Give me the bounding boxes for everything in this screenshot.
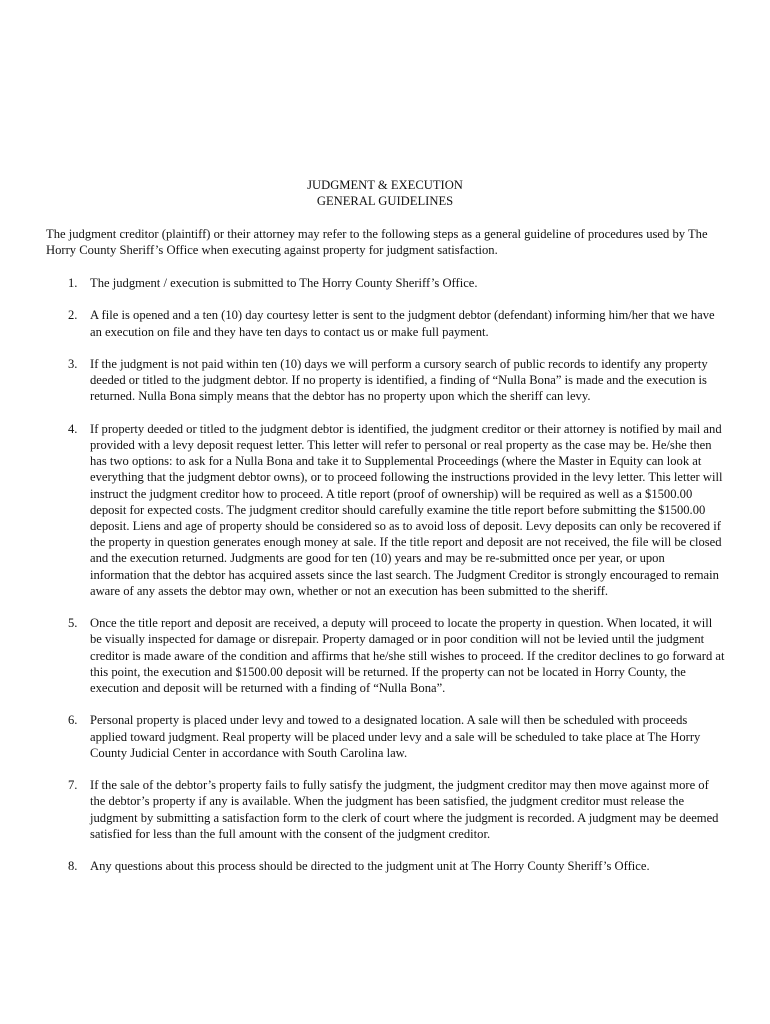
step-item-4 bbox=[46, 421, 726, 599]
step-number: 2. bbox=[68, 308, 78, 323]
step-text: Once the title report and deposit are received, a deputy will proceed to locate the property in question. When located, it will be visually inspected for damage or disrepair. Property damaged or in poor condition will not be levied until the judgment creditor is made aware of the condition and affirms that he/she still wishes to proceed. If the creditor declines to go forward at this point, the execution and $1500.00 deposit will be returned. If the property can not be located in Horry County, the execution and deposit will be returned with a finding of “Nulla Bona”. bbox=[90, 616, 725, 696]
step-item-3 bbox=[46, 356, 726, 405]
step-number: 1. bbox=[68, 276, 78, 290]
step-number: 4. bbox=[68, 421, 78, 436]
step-text: If the sale of the debtor’s property fails to fully satisfy the judgment, the judgment creditor may then move against more of the debtor’s property if any is available. When the judgment has been satisfied, the judgment creditor must release the judgment by submitting a satisfaction form to the clerk of court where the judgment is recorded. A judgment may be deemed satisfied for less than the full amount with the consent of the judgment creditor. bbox=[90, 778, 719, 841]
step-text: If property deeded or titled to the judgment debtor is identified, the judgment creditor or their attorney is notified by mail and provided with a levy deposit request letter. This letter will refer to personal or real property as the case may be. He/she then has two options: to ask for a Nulla Bona and take it to Supplemental Proceedings (where the Master in Equity can look at everything that the judgment debtor owns), or to proceed following the instructions provided in the levy letter. This letter will instruct the judgment creditor how to proceed. A title report (proof of ownership) will be required as well as a $1500.00 deposit for expected costs. The judgment creditor should carefully examine the title report before submitting the $1500.00 deposit. Liens and age of property should be considered so as to avoid loss of deposit. Levy deposits can only be recovered if the property in question generates enough money at sale. If the title report and deposit are not received, the file will be closed and the execution returned. Judgments are good for ten (10) years and may be re-submitted once per year, or upon information that the debtor has acquired assets since the last search. The Judgment Creditor is strongly encouraged to remain aware of any assets the debtor may own, whether or not an execution has been submitted to the sheriff. bbox=[90, 421, 723, 598]
document-title bbox=[0, 177, 770, 209]
intro-paragraph: The judgment creditor (plaintiff) or their attorney may refer to the following steps as a general guideline of procedures used by The Horry County Sheriff’s Office when executing against property for judgment satisfaction. bbox=[46, 227, 708, 258]
step-text: Personal property is placed under levy and towed to a designated location. A sale will then be scheduled with proceeds applied toward judgment. Real property will be placed under levy and a sale will be scheduled to take place at The Horry County Judicial Center in accordance with South Carolina law. bbox=[90, 713, 701, 760]
step-item-1 bbox=[46, 275, 726, 291]
step-item-2 bbox=[46, 307, 726, 339]
steps-list bbox=[46, 275, 726, 891]
step-number: 5. bbox=[68, 616, 78, 631]
step-text: If the judgment is not paid within ten (10) days we will perform a cursory search of public records to identify any property deeded or titled to the judgment debtor. If no property is identified, a finding of “Nulla Bona” is made and the execution is returned. Nulla Bona simply means that the debtor has no property upon which the sheriff can levy. bbox=[90, 356, 708, 404]
title-line-2: GENERAL GUIDELINES bbox=[316, 194, 454, 209]
step-number: 3. bbox=[68, 356, 78, 371]
step-item-6 bbox=[46, 712, 726, 761]
step-text: Any questions about this process should be directed to the judgment unit at The Horry County Sheriff’s Office. bbox=[90, 859, 650, 874]
step-item-8 bbox=[46, 858, 726, 874]
step-text: A file is opened and a ten (10) day courtesy letter is sent to the judgment debtor (defendant) informing him/her that we have an execution on file and they have ten days to contact us or make full payment. bbox=[90, 308, 715, 339]
step-text: The judgment / execution is submitted to The Horry County Sheriff’s Office. bbox=[90, 276, 478, 290]
step-item-5 bbox=[46, 615, 726, 696]
title-line-1: JUDGMENT & EXECUTION bbox=[307, 178, 463, 192]
step-number: 8. bbox=[68, 859, 78, 874]
step-item-7 bbox=[46, 777, 726, 842]
step-number: 6. bbox=[68, 713, 78, 728]
step-number: 7. bbox=[68, 778, 78, 793]
